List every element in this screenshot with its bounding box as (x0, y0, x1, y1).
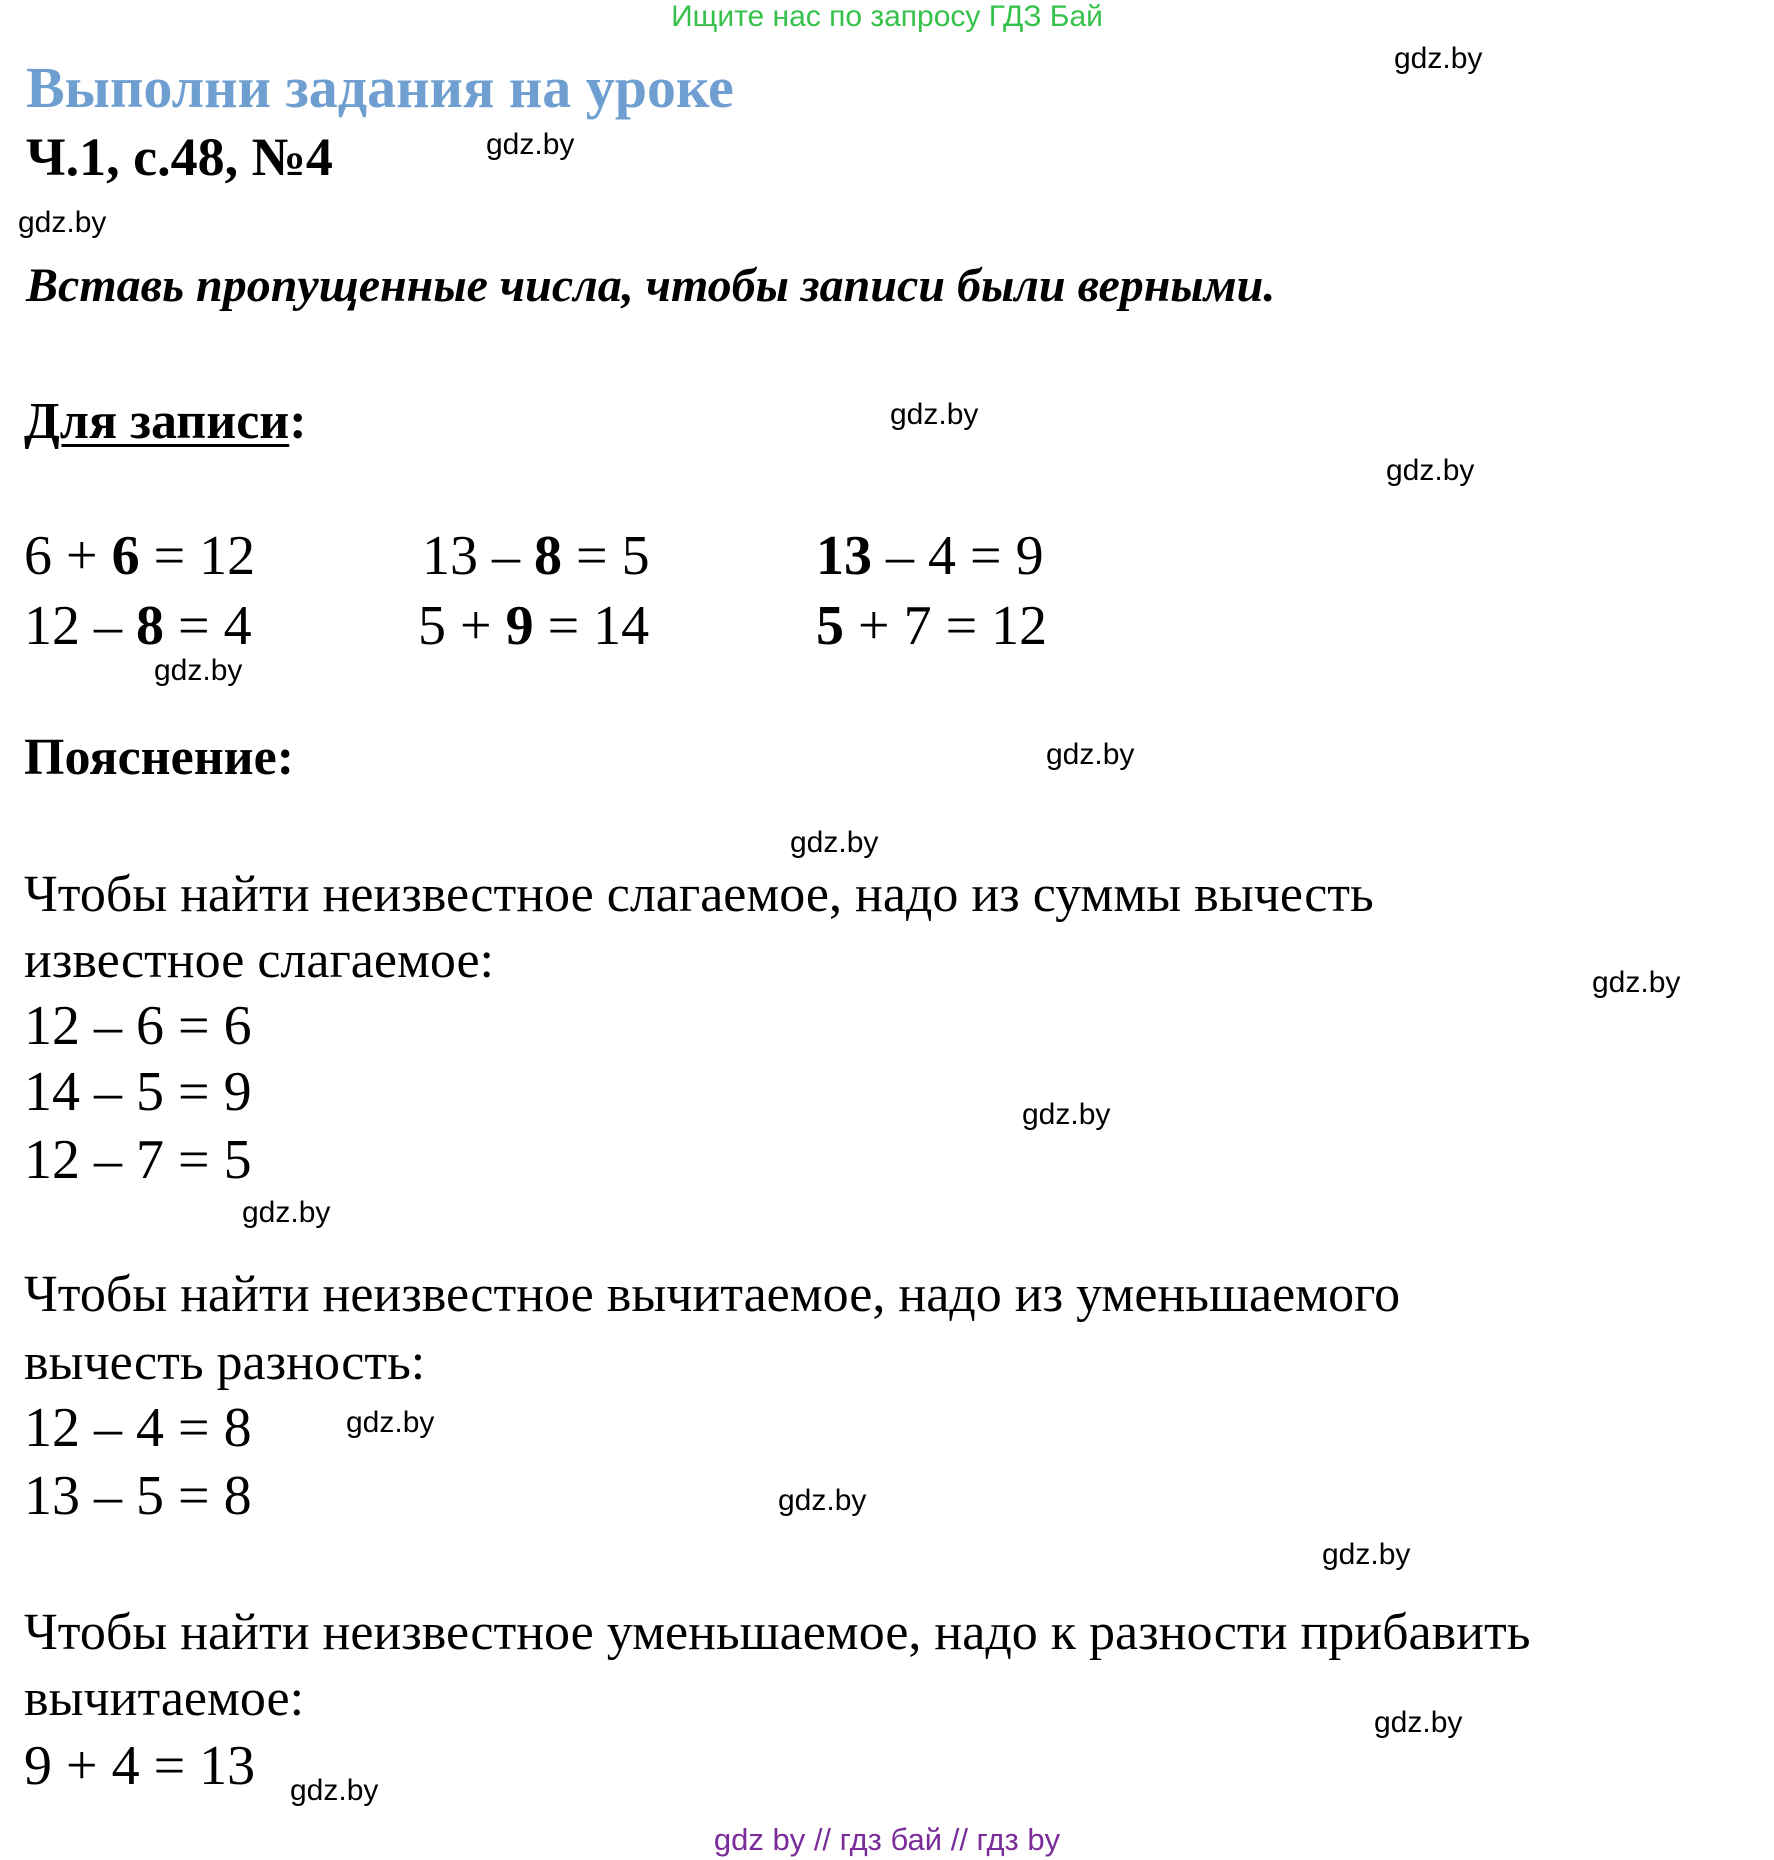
eq-answer: 13 (816, 525, 872, 587)
equation-3-1 (816, 524, 1044, 588)
watermark: gdz.by (18, 206, 107, 239)
rule-1-line-1: Чтобы найти неизвестное слагаемое, надо из суммы вычесть (24, 866, 1374, 923)
eq-part: – 4 = 9 (872, 525, 1044, 587)
rule-2-line-1: Чтобы найти неизвестное вычитаемое, надо из уменьшаемого (24, 1266, 1401, 1323)
equation-3-2 (816, 594, 1047, 658)
eq-part: = 4 (164, 595, 252, 657)
rule-1-example-3: 12 – 7 = 5 (24, 1129, 252, 1191)
eq-part: = 14 (533, 595, 650, 657)
watermark: gdz.by (346, 1406, 435, 1439)
eq-part: + 7 = 12 (844, 595, 1048, 657)
rule-2-example-1: 12 – 4 = 8 (24, 1397, 252, 1459)
rule-3-example-1: 9 + 4 = 13 (24, 1735, 256, 1797)
equation-2-2 (418, 594, 649, 658)
eq-answer: 8 (136, 595, 164, 657)
eq-part: 13 – (422, 525, 534, 587)
watermark: gdz.by (1022, 1098, 1111, 1131)
explanation-heading: Пояснение: (24, 729, 295, 786)
rule-1-example-1: 12 – 6 = 6 (24, 995, 252, 1057)
eq-answer: 8 (534, 525, 562, 587)
record-heading-colon: : (289, 393, 307, 450)
top-banner[interactable]: Ищите нас по запросу ГДЗ Бай (671, 0, 1103, 33)
eq-part: = 12 (139, 525, 256, 587)
watermark: gdz.by (1386, 454, 1475, 487)
watermark: gdz.by (154, 654, 243, 687)
rule-2-example-2: 13 – 5 = 8 (24, 1465, 252, 1527)
equation-1-2 (24, 594, 252, 658)
watermark: gdz.by (790, 826, 879, 859)
task-reference: Ч.1, с.48, №4 (26, 127, 333, 187)
watermark: gdz.by (890, 398, 979, 431)
eq-answer: 5 (816, 595, 844, 657)
equation-2-1 (422, 524, 650, 588)
task-instruction: Вставь пропущенные числа, чтобы записи были верными. (26, 259, 1276, 312)
record-heading-label: Для записи (24, 393, 290, 450)
watermark: gdz.by (778, 1484, 867, 1517)
lesson-title: Выполни задания на уроке (26, 55, 734, 120)
eq-part: 12 – (24, 595, 136, 657)
eq-part: = 5 (562, 525, 650, 587)
watermark: gdz.by (1394, 42, 1483, 75)
rule-2-line-2: вычесть разность: (24, 1334, 426, 1391)
rule-3-line-1: Чтобы найти неизвестное уменьшаемое, надо к разности прибавить (24, 1604, 1531, 1661)
eq-part: 6 + (24, 525, 112, 587)
watermark: gdz.by (1046, 738, 1135, 771)
rule-3-line-2: вычитаемое: (24, 1670, 305, 1727)
eq-answer: 6 (111, 525, 140, 587)
footer-links[interactable]: gdz by // гдз бай // гдз by (713, 1822, 1061, 1857)
watermark: gdz.by (242, 1196, 331, 1229)
record-heading (24, 392, 307, 451)
watermark: gdz.by (290, 1774, 379, 1807)
rule-1-example-2: 14 – 5 = 9 (24, 1061, 252, 1123)
eq-part: 5 + (418, 595, 506, 657)
watermark: gdz.by (1592, 966, 1681, 999)
rule-1-line-2: известное слагаемое: (24, 932, 495, 989)
watermark: gdz.by (1374, 1706, 1463, 1739)
equation-1-1 (24, 524, 255, 588)
watermark: gdz.by (1322, 1538, 1411, 1571)
eq-answer: 9 (505, 595, 534, 657)
watermark: gdz.by (486, 128, 575, 161)
